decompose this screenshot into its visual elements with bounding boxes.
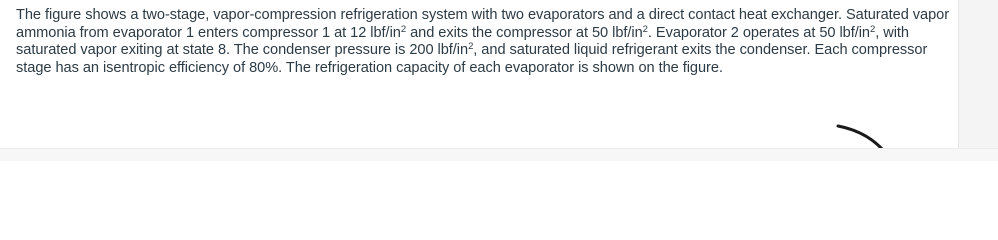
superscript: 2 bbox=[468, 41, 474, 53]
text-segment: and exits the compressor at 50 lbf/in bbox=[406, 24, 643, 41]
scrollbar-track[interactable] bbox=[958, 0, 998, 148]
superscript: 2 bbox=[642, 23, 648, 35]
bottom-divider bbox=[0, 148, 998, 161]
problem-statement bbox=[16, 7, 951, 77]
text-segment: The figure shows a two-stage, vapor-compression refrigeration system with two evaporators and a direct contact heat exchanger. Saturated vapor ammonia from evaporator 1 enters compressor 1 at 12 lbf/in bbox=[16, 7, 950, 41]
text-segment: , and saturated liquid refrigerant exits the condenser. Each compressor stage has an isentropic efficiency of 80%. The refrigeration capacity of each evaporator is shown on the figure. bbox=[16, 42, 928, 76]
text-segment: , with saturated vapor exiting at state 8. The condenser pressure is 200 lbf/in bbox=[16, 24, 909, 59]
superscript: 2 bbox=[870, 23, 876, 35]
text-segment: . Evaporator 2 operates at 50 lbf/in bbox=[647, 24, 870, 41]
superscript: 2 bbox=[400, 23, 407, 35]
